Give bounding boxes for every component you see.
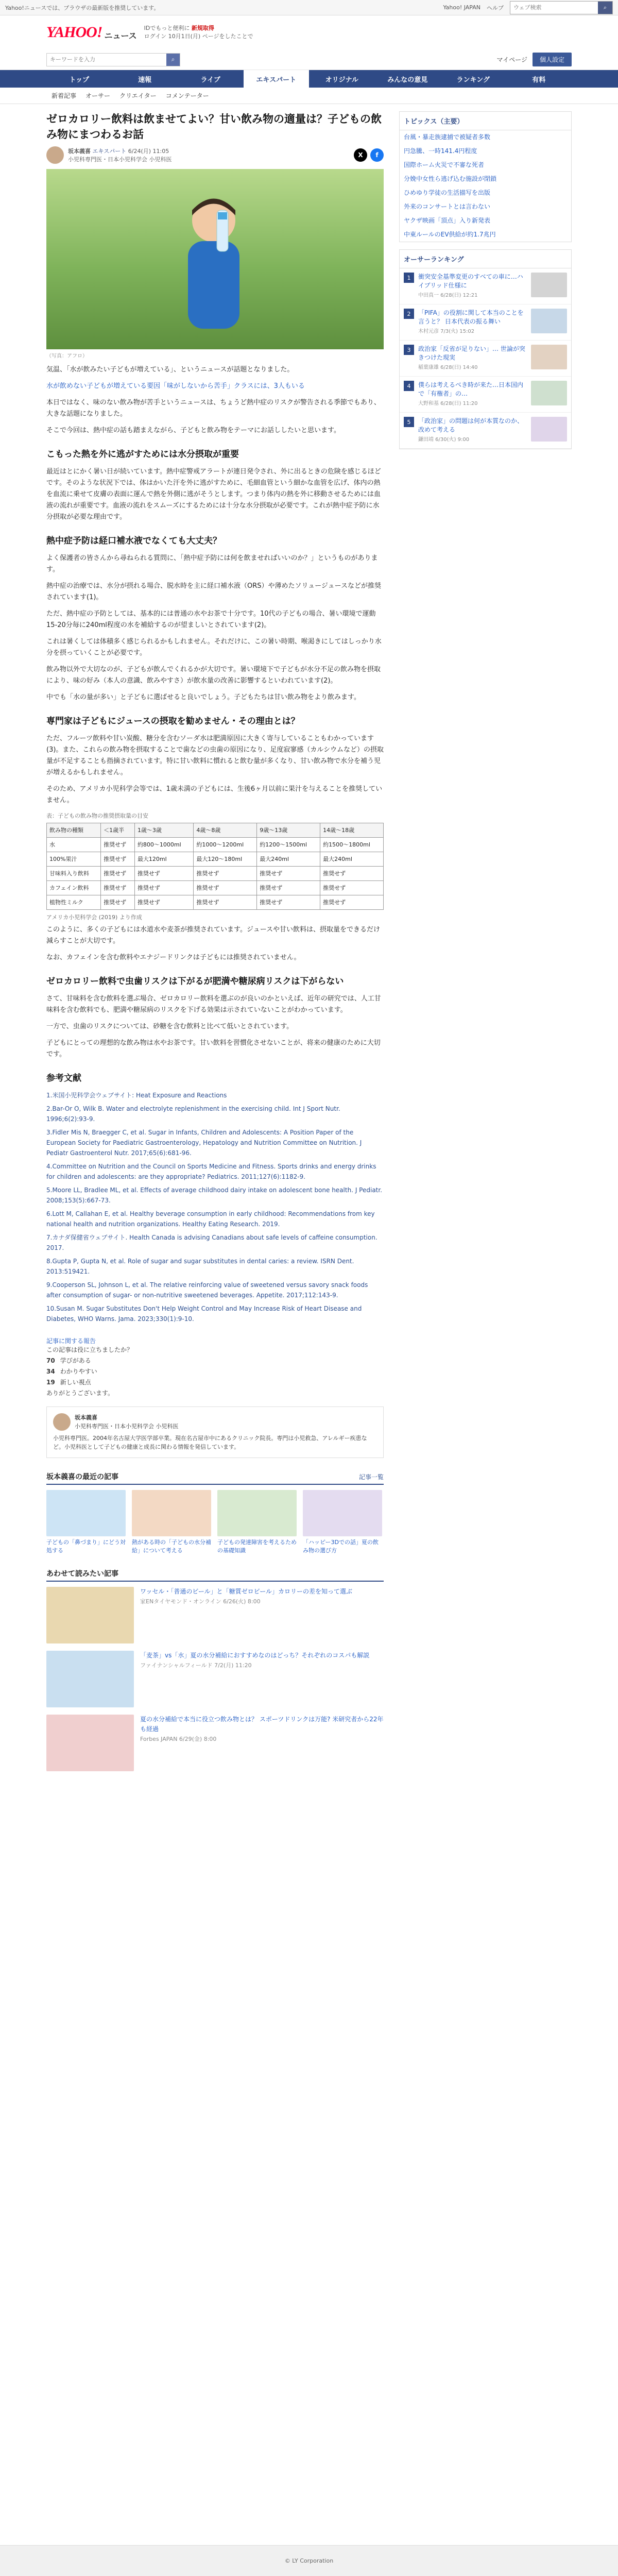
nav-expert[interactable]: エキスパート — [244, 70, 310, 88]
author-avatar[interactable] — [53, 1413, 71, 1431]
author-title: 小児科専門医・日本小児科学会 小児科医 — [75, 1423, 179, 1430]
nav-opinion[interactable]: みんなの意見 — [387, 76, 428, 84]
facebook-share-icon[interactable]: f — [370, 148, 384, 162]
site-header — [0, 15, 618, 49]
rank-number: 1 — [404, 273, 414, 283]
body-paragraph: さて、甘味料を含む飲料を選ぶ場合、ゼロカロリー飲料を選ぶのが良いのかといえば、近年の研究では、人工甘味料を含む飲料でも、肥満や糖尿病のリスクを下げる効果は示されていないことがわかっています。 — [46, 995, 381, 1014]
article-card[interactable] — [46, 1490, 126, 1555]
reference-item[interactable]: 5.Moore LL, Bradlee ML, et al. Effects of average childhood dairy intake on adolescent bone health. J Pediatr. 2008;153(5):667-73. — [46, 1187, 383, 1204]
section-heading: こもった熱を外に逃がすためには水分摂取が重要 — [46, 449, 239, 460]
rank-meta: 稲葉康雄 6/28(日) 14:40 — [418, 365, 478, 370]
table-note: アメリカ小児科学会 (2019) より作成 — [46, 914, 142, 921]
body-paragraph: なお、カフェインを含む飲料やエナジードリンクは子どもには推奨されていません。 — [46, 954, 301, 961]
related-title: あわせて読みたい記事 — [46, 1570, 118, 1578]
table-row — [47, 852, 384, 867]
table-cell: 水 — [47, 838, 101, 852]
table-cell: 推奨せず — [194, 867, 257, 881]
table-cell: 推奨せず — [257, 881, 320, 895]
body-paragraph: 飲み物以外で大切なのが、子どもが飲んでくれるかが大切です。暑い環境下で子どもが水分不足の飲み物を摂取により、味の好み（本人の意識、飲みやすさ）が飲水量の改善に影響するといわれています(2)。 — [46, 666, 381, 685]
hero-photo — [46, 169, 384, 349]
table-cell: 推奨せず — [320, 867, 384, 881]
rank-number: 3 — [404, 345, 414, 355]
reference-item[interactable]: 2.Bar-Or O, Wilk B. Water and electrolyte replenishment in the exercising child. Int J Sport Nutr. 1996;6(2):93-9. — [46, 1105, 340, 1123]
recent-articles-header — [46, 1471, 384, 1485]
related-title-text: ワッセル・「普通のビール」と「糖質ゼロビール」カロリーの差を知って選ぶ — [140, 1588, 352, 1595]
ranking-item[interactable] — [400, 413, 571, 449]
rank-title: 「政治家」の問題は何が本質なのか、改めて考える — [418, 417, 524, 433]
table-cell: カフェイン飲料 — [47, 881, 101, 895]
topic-link[interactable]: 台風・暴走族逮捕で被疑者多数 — [404, 133, 491, 141]
reference-item[interactable]: 3.Fidler Mis N, Braegger C, et al. Sugar in Infants, Children and Adolescents: A Position Paper of the European Society for Paediatric Gastroenterology, Hepatology and Nutrition Committee on Nutrition. J Pediatr Gastroenterol Nutr. 2017;65(6):681-96. — [46, 1129, 362, 1157]
signup-link[interactable]: 新規取得 — [191, 25, 214, 31]
ranking-title: オーサーランキング — [400, 250, 571, 268]
ranking-item[interactable] — [400, 341, 571, 377]
section-heading: ゼロカロリー飲料で虫歯リスクは下がるが肥満や糖尿病リスクは下がらない — [46, 976, 344, 987]
table-cell: 約800〜1000ml — [134, 838, 193, 852]
nav-ranking[interactable]: ランキング — [456, 76, 490, 84]
rank-title: 政治家「反省が足りない」… 世論が突きつけた現実 — [418, 345, 525, 361]
top-utility-bar — [0, 0, 618, 15]
card-title: 熱がある時の「子どもの水分補給」について考える — [132, 1539, 211, 1554]
reference-item[interactable]: 10.Susan M. Sugar Substitutes Don't Help Weight Control and May Increase Risk of Heart Disease and Diabetes, WHO Warns. Jama. 2023;330(1):9-10. — [46, 1305, 362, 1323]
body-paragraph: 子どもにとっての理想的な飲み物は水やお茶です。甘い飲料を習慣化させないことが、将来の健康のために大切です。 — [46, 1039, 381, 1058]
table-header: 飲み物の種類 — [47, 823, 101, 838]
topic-link[interactable]: 分娩中女性ら逃げ込む施設が閉鎖 — [404, 175, 497, 182]
global-nav — [0, 70, 618, 88]
yahoo-news-logo[interactable] — [46, 24, 137, 41]
rank-thumbnail — [531, 345, 567, 369]
topics-box — [399, 111, 572, 242]
related-item[interactable] — [46, 1651, 384, 1707]
help-link[interactable]: ヘルプ — [487, 4, 504, 11]
body-paragraph: 熱中症の治療では、水分が摂れる場合、脱水時を主に経口補水液（ORS）や薄めたソリュージュースなどが推奨されています(1)。 — [46, 582, 381, 601]
table-cell: 約1000〜1200ml — [194, 838, 257, 852]
table-cell: 推奨せず — [101, 895, 135, 910]
promo-date: 10月1日(月) — [168, 33, 201, 40]
brand-name: YAHOO! — [46, 24, 102, 41]
author-name[interactable]: 坂本義喜 — [68, 148, 91, 155]
body-paragraph: 中でも「水の量が多い」と子どもに選ばせると良いでしょう。子どもたちは甘い飲み物をより飲みます。 — [46, 693, 360, 701]
related-item[interactable] — [46, 1587, 384, 1643]
reference-item[interactable]: 9.Cooperson SL, Johnson L, et al. The relative reinforcing value of sweetened versus savory snack foods after consumption of sugar- or non-nutritive sweetened beverages. Appetite. 2017;112:143-9. — [46, 1281, 368, 1299]
body-paragraph: ただ、熱中症の予防としては、基本的には普通の水やお茶で十分です。10代の子どもの場合、暑い環境で運動15-20分毎に240ml程度の水を補給するのが望ましいとされています(2)。 — [46, 610, 376, 629]
nav-original[interactable]: オリジナル — [325, 76, 358, 84]
promo-tail: ページをしたことで — [202, 33, 253, 40]
rank-title: 「PIFA」の役割に関して本当のことを言うと？ 日本代表の振る舞い — [418, 309, 524, 325]
byline — [46, 146, 384, 164]
subnav-new[interactable]: 新着記事 — [52, 92, 77, 99]
article-card[interactable] — [217, 1490, 297, 1555]
body-paragraph: よく保護者の皆さんから尋ねられる質問に、「熱中症予防には何を飲ませればいいのか？」というものがあります。 — [46, 554, 378, 573]
table-cell: 約1200〜1500ml — [257, 838, 320, 852]
header-promo — [144, 24, 253, 41]
table-row — [47, 881, 384, 895]
copyright: © LY Corporation — [284, 2557, 334, 2564]
table-cell: 推奨せず — [194, 895, 257, 910]
reference-item[interactable]: 7.カナダ保健省ウェブサイト. Health Canada is advising Canadians about safe levels of caffeine consumption. 2017. — [46, 1234, 377, 1251]
topic-link[interactable]: 中東ルールのEV供給が約1.7兆円 — [404, 231, 496, 238]
related-header — [46, 1568, 384, 1582]
recent-articles — [46, 1490, 384, 1555]
table-cell: 推奨せず — [194, 881, 257, 895]
references-heading: 参考文献 — [46, 1073, 81, 1083]
table-row — [47, 895, 384, 910]
rank-meta: 木村元彦 7/3(火) 15:02 — [418, 329, 475, 334]
intro-paragraph: そこで今回は、熱中症の話も踏まえながら、子どもと飲み物をテーマにお話ししたいと思います。 — [46, 427, 340, 434]
table-cell: 甘味料入り飲料 — [47, 867, 101, 881]
browser-notice: Yahoo!ニュースでは、ブラウザの最新版を推奨しています。 — [5, 4, 160, 11]
topic-link[interactable]: 外来のコンサートとは言わない — [404, 203, 491, 210]
settings-button[interactable]: 個人設定 — [533, 53, 572, 66]
related-title-text: 「麦茶」vs「水」夏の水分補給におすすめなのはどっち？それぞれのコスパも解説 — [140, 1652, 370, 1659]
reference-item[interactable]: 1.米国小児科学会ウェブサイト: Heat Exposure and Reactions — [46, 1092, 227, 1099]
nav-breaking[interactable]: 速報 — [138, 76, 152, 84]
web-search-box — [510, 1, 613, 14]
table-cell: 推奨せず — [257, 867, 320, 881]
rank-thumbnail — [531, 273, 567, 297]
child-drinking-illustration — [167, 190, 260, 344]
ranking-item[interactable] — [400, 377, 571, 413]
article-card[interactable] — [303, 1490, 382, 1555]
survey-option[interactable]: 学びがある — [60, 1357, 91, 1364]
expert-badge: エキスパート — [92, 148, 127, 155]
survey-option[interactable]: わかりやすい — [60, 1368, 97, 1375]
ranking-item[interactable] — [400, 268, 571, 304]
card-title: 「ハッピー3Dでの話」夏の飲み物の選び方 — [303, 1539, 379, 1554]
rank-meta: 中田真一 6/28(日) 12:21 — [418, 293, 478, 298]
body-paragraph: ただ、フルーツ飲料や甘い炭酸、糖分を含むソーダ水は肥満原因に大きく寄与していることもわかっています(3)。また、これらの飲み物を摂取することで歯などの虫歯の原因になり、足度寂寥感（カルシウムなど）の摂取量が不足することも指摘されています。特に甘い飲料に慣れると飲む量が多くなり、甘い飲み物で水分を補う児が増えるかもしれません。 — [46, 735, 384, 776]
photo-caption: （写真：アフロ） — [46, 353, 88, 359]
intro-link[interactable]: 水が飲めない子どもが増えている要因「味がしないから苦手」クラスには、3人もいる — [46, 382, 305, 390]
related-source: Forbes JAPAN 6/29(金) 8:00 — [140, 1736, 217, 1742]
author-name[interactable]: 坂本義喜 — [75, 1414, 97, 1421]
table-cell: 推奨せず — [101, 852, 135, 867]
rank-thumbnail — [531, 381, 567, 405]
promo-text: IDでもっと便利に — [144, 25, 190, 31]
nav-paid[interactable]: 有料 — [532, 76, 546, 84]
topics-title: トピックス（主要） — [400, 112, 571, 130]
section-heading: 熱中症予防は経口補水液でなくても大丈夫？ — [46, 536, 221, 546]
feedback-survey — [46, 1336, 384, 1397]
article-title: ゼロカロリー飲料は飲ませてよい？甘い飲み物の適量は？子どもの飲み物にまつわるお話 — [46, 113, 382, 141]
rank-meta: 鎌田靖 6/30(火) 9:00 — [418, 437, 470, 443]
reference-item[interactable]: 8.Gupta P, Gupta N, et al. Role of sugar and sugar substitutes in dental caries: a review. ISRN Dent. 2013:519421. — [46, 1258, 354, 1275]
survey-count: 70 — [46, 1357, 55, 1364]
reference-item[interactable]: 6.Lott M, Callahan E, et al. Healthy beverage consumption in early childhood: Recommendations from key national health and nutrition organizations. Healthy Eating Research. 2019. — [46, 1210, 375, 1228]
table-cell: 最大120ml — [134, 852, 193, 867]
table-cell: 100%果汁 — [47, 852, 101, 867]
author-avatar[interactable] — [46, 146, 64, 164]
table-cell: 最大240ml — [257, 852, 320, 867]
related-source: ファイナンシャルフィールド 7/2(月) 11:20 — [140, 1662, 252, 1669]
related-source: 家ENタイヤモンド・オンライン 6/26(火) 8:00 — [140, 1598, 261, 1605]
rank-thumbnail — [531, 309, 567, 333]
table-cell: 推奨せず — [257, 895, 320, 910]
rank-number: 5 — [404, 417, 414, 427]
related-title-text: 夏の水分補給で本当に役立つ飲み物とは？ スポーツドリンクは万能? 米研究者から22年も経過 — [140, 1716, 384, 1733]
body-paragraph: そのため、アメリカ小児科学会等では、1歳未満の子どもには、生後6ヶ月以前に果汁を与えることを推奨していません。 — [46, 785, 383, 804]
card-title: 子どもの「鼻づまり」にどう対処する — [46, 1539, 126, 1554]
table-cell: 推奨せず — [101, 881, 135, 895]
recent-articles-title: 坂本義喜の最近の記事 — [46, 1473, 118, 1481]
table-header: 14歳〜18歳 — [320, 823, 384, 838]
table-cell: 推奨せず — [134, 895, 193, 910]
table-cell: 推奨せず — [320, 881, 384, 895]
article-list-link[interactable]: 記事一覧 — [358, 1473, 384, 1481]
table-title: 表：子どもの飲み物の推奨摂取量の目安 — [46, 812, 148, 819]
survey-count: 19 — [46, 1378, 55, 1386]
news-search-box — [46, 53, 180, 66]
article-card[interactable] — [132, 1490, 211, 1555]
nav-top[interactable]: トップ — [69, 76, 90, 84]
table-row — [47, 867, 384, 881]
table-cell: 最大240ml — [320, 852, 384, 867]
card-title: 子どもの発達障害を考えるための基礎知識 — [217, 1539, 297, 1554]
page-footer — [0, 2545, 618, 2576]
table-cell: 推奨せず — [134, 867, 193, 881]
login-link[interactable]: ログイン — [144, 33, 167, 40]
references-list — [46, 1090, 384, 1324]
topic-link[interactable]: 円急騰、一時141.4円程度 — [404, 147, 477, 155]
table-cell: 推奨せず — [134, 881, 193, 895]
table-cell: 推奨せず — [101, 838, 135, 852]
search-icon[interactable]: ⌕ — [166, 54, 180, 66]
topic-link[interactable]: ひめゆり学徒の生活描写を出版 — [404, 189, 491, 196]
rank-title: 僕らは考えるべき時が来た…日本国内で「有権者」の… — [418, 381, 524, 397]
rank-number: 4 — [404, 381, 414, 391]
subnav-commentator[interactable]: コメンテーター — [165, 92, 209, 99]
rank-meta: 大野和基 6/28(日) 11:20 — [418, 401, 478, 406]
table-header: 4歳〜8歳 — [194, 823, 257, 838]
intro-paragraph: 気温、「水が飲みたい子どもが増えている」、というニュースが話題となりました。 — [46, 366, 294, 374]
survey-thanks: ありがとうございます。 — [46, 1389, 114, 1397]
sidebar — [399, 111, 572, 1778]
table-cell: 推奨せず — [320, 895, 384, 910]
yahoo-japan-link[interactable]: Yahoo! JAPAN — [443, 4, 480, 11]
table-cell: 約1500〜1800ml — [320, 838, 384, 852]
article-date: 6/24(月) 11:05 — [128, 148, 169, 155]
web-search-input[interactable] — [510, 2, 598, 14]
subnav-author[interactable]: オーサー — [85, 92, 111, 99]
table-row — [47, 838, 384, 852]
rank-thumbnail — [531, 417, 567, 442]
search-bar-row — [0, 49, 618, 70]
table-cell: 植物性ミルク — [47, 895, 101, 910]
table-cell: 最大120〜180ml — [194, 852, 257, 867]
service-name: ニュース — [104, 31, 137, 41]
table-header: ＜1歳半 — [101, 823, 135, 838]
topic-link[interactable]: ヤクザ映画「頂点」入り新発表 — [404, 217, 491, 224]
table-header: 1歳〜3歳 — [134, 823, 193, 838]
rank-title: 衝突安全基準変更のすべての車に…ハイブリッド仕様に — [418, 273, 523, 289]
survey-question: この記事は役に立ちましたか？ — [46, 1346, 133, 1353]
x-share-icon[interactable]: X — [354, 148, 367, 162]
reference-item[interactable]: 4.Committee on Nutrition and the Council on Sports Medicine and Fitness. Sports drinks and energy drinks for children and adolescents: are they appropriate? Pediatrics. 2011;127(6):1182-9. — [46, 1163, 376, 1180]
news-search-input[interactable] — [47, 54, 166, 66]
sub-nav — [0, 88, 618, 104]
author-description: 小児科専門医。2004年名古屋大学医学部卒業。現在名古屋市中にあるクリニック院長。専門は小児救急、アレルギー疾患など。小児科医として子どもの健康と成長に関わる情報を発信しています。 — [53, 1435, 367, 1450]
article-main — [46, 111, 384, 1778]
body-paragraph: 一方で、虫歯のリスクについては、砂糖を含む飲料と比べて低いとされています。 — [46, 1023, 294, 1030]
survey-option[interactable]: 新しい視点 — [60, 1379, 91, 1386]
body-paragraph: このように、多くの子どもには水道水や麦茶が推奨されています。ジュースや甘い飲料は、摂取量をできるだけ減らすことが大切です。 — [46, 926, 381, 945]
table-cell: 推奨せず — [101, 867, 135, 881]
ranking-item[interactable] — [400, 304, 571, 341]
drink-recommendation-table — [46, 823, 384, 910]
body-paragraph: これは暑くしては体積多く感じられるかもしれません。それだけに、この暑い時期、喉渇きにしてはしっかり水分を摂っていくことが必要です。 — [46, 638, 382, 657]
nav-live[interactable]: ライブ — [200, 76, 220, 84]
subnav-creator[interactable]: クリエイター — [119, 92, 157, 99]
section-heading: 専門家は子どもにジュースの摂取を勧めません・その理由とは？ — [46, 716, 300, 726]
table-header: 9歳〜13歳 — [257, 823, 320, 838]
related-item[interactable] — [46, 1715, 384, 1771]
ranking-box — [399, 249, 572, 449]
rank-number: 2 — [404, 309, 414, 319]
report-link[interactable]: 記事に関する報告 — [46, 1337, 96, 1345]
mypage-link[interactable]: マイページ — [496, 56, 527, 63]
search-icon[interactable]: ⌕ — [598, 2, 612, 14]
survey-count: 34 — [46, 1367, 55, 1375]
author-profile-box — [46, 1406, 384, 1458]
intro-paragraph: 本日ではなく、味のない飲み物が苦手というニュースは、ちょうど熱中症のリスクが警告される季節でもあり、大きな話題になりました。 — [46, 399, 381, 418]
topic-link[interactable]: 国際ホーム火災で不審な死者 — [404, 161, 485, 168]
author-role: 小児科専門医・日本小児科学会 小児科医 — [68, 156, 172, 163]
body-paragraph: 最近はとにかく暑い日が続いています。熱中症警戒アラートが連日発令され、外に出るときの危険を感じるほどです。そのような状況下では、体はかいた汗を外に逃がすために、毛細血管という細かな血管を広げ、体内の熱を血流に乗せて皮膚の表面に運んで熱を外側に逃がそうとします。つまり体内の熱を外に移動させるためには血液の流れが重要です。血液の流れをスムーズにするためには十分な水分摂取が必要です。これが熱中症予防に水分摂取が必要な理由です。 — [46, 468, 381, 521]
